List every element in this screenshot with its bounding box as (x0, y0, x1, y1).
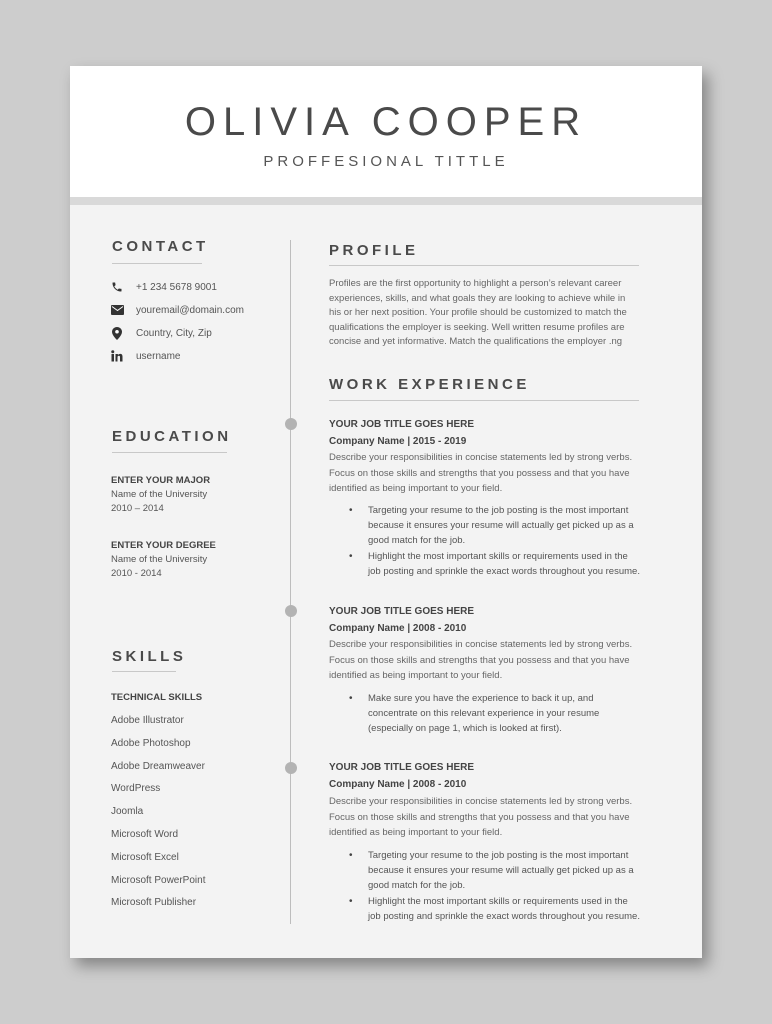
work-rule (329, 400, 639, 401)
job-bullet-line: • Targeting your resume to the job posting is the most important (368, 505, 629, 516)
email-text: youremail@domain.com (136, 304, 244, 316)
education-entry (111, 474, 210, 516)
contact-heading: CONTACT (112, 238, 209, 255)
job-bullet (349, 691, 659, 736)
job-description-line: identified as being important to your field. (329, 670, 503, 681)
job-bullet-line: job posting and sprinkle the exact words throughout you resume. (368, 566, 640, 577)
skill-item: Adobe Illustrator (111, 715, 184, 726)
skill-item: Microsoft Publisher (111, 897, 197, 908)
education-rule (112, 452, 227, 453)
job-title: YOUR JOB TITLE GOES HERE (329, 419, 475, 430)
job-bullet-line: • Highlight the most important skills or requirements used in the (368, 551, 628, 562)
job-description-line: Focus on those skills and strengths that you possess and that you have (329, 467, 630, 479)
job-bullet-line: job posting and sprinkle the exact words throughout you resume. (368, 911, 640, 922)
profile-text (329, 277, 647, 350)
job-bullet (349, 848, 659, 893)
education-major: ENTER YOUR DEGREE (111, 540, 216, 551)
skill-item: Microsoft PowerPoint (111, 875, 206, 886)
professional-title: PROFFESIONAL TITTLE (263, 153, 509, 170)
job-title: YOUR JOB TITLE GOES HERE (329, 762, 475, 773)
profile-line: concise and yet informative. Match the qualifications the employer .ng (329, 336, 623, 347)
profile-rule (329, 265, 639, 266)
envelope-icon (110, 303, 124, 317)
job-company: Company Name | 2008 - 2010 (329, 623, 467, 634)
profile-heading: PROFILE (329, 242, 419, 259)
job-bullet-line: • Make sure you have the experience to back it up, and (368, 693, 594, 704)
job-bullet (349, 894, 659, 924)
linkedin-icon (110, 349, 124, 363)
timeline-dot (285, 418, 297, 430)
resume-header (70, 66, 702, 198)
job-bullet-line: (especially on page 1, which is looked at first). (368, 723, 562, 734)
skill-item: Joomla (111, 806, 144, 817)
job-bullet-line: concentrate on this relevant experience in your resume (368, 708, 600, 719)
profile-line: Profiles are the first opportunity to highlight a person’s relevant career (329, 278, 622, 289)
job-bullets (349, 503, 659, 580)
job-bullet (349, 549, 659, 579)
education-heading: EDUCATION (112, 428, 232, 445)
skill-item: Microsoft Word (111, 829, 179, 840)
job-bullets (349, 691, 659, 737)
education-years: 2010 – 2014 (111, 503, 164, 514)
profile-line: his or her next position. Your profile should be customized to match the (329, 307, 627, 318)
job-bullet-line: • Highlight the most important skills or requirements used in the (368, 896, 628, 907)
education-entry (111, 539, 216, 581)
job-bullet-line: good match for the job. (368, 880, 466, 891)
timeline-dot (285, 605, 297, 617)
profile-line: qualifications the employer is seeking. Well written resume profiles are (329, 321, 625, 333)
job-description-line: identified as being important to your field. (329, 827, 503, 838)
job-description-line: Focus on those skills and strengths that you possess and that you have (329, 654, 630, 666)
skill-item: Microsoft Excel (111, 852, 179, 863)
skills-subheading-text: TECHNICAL SKILLS (111, 692, 203, 703)
phone-text: +1 234 5678 9001 (136, 281, 217, 293)
candidate-name: OLIVIA COOPER (184, 100, 588, 144)
skill-item: WordPress (111, 783, 161, 794)
contact-rule (112, 263, 202, 264)
job-description (329, 637, 659, 684)
job-bullet-line: good match for the job. (368, 535, 466, 546)
job-bullet (349, 503, 659, 548)
education-school: Name of the University (111, 489, 208, 500)
job-bullets (349, 848, 659, 925)
map-pin-icon (110, 326, 124, 340)
contact-linkedin (110, 348, 180, 364)
skills-heading: SKILLS (112, 648, 187, 665)
contact-email (110, 302, 244, 318)
job-company: Company Name | 2008 - 2010 (329, 779, 467, 790)
contact-phone (110, 279, 217, 295)
job-bullet-line: • Targeting your resume to the job posting is the most important (368, 850, 629, 861)
linkedin-text: username (136, 350, 181, 362)
work-heading: WORK EXPERIENCE (329, 376, 530, 393)
job-company: Company Name | 2015 - 2019 (329, 436, 467, 447)
resume-page (70, 66, 702, 958)
timeline-line (290, 240, 291, 924)
job-description-line: Describe your responsibilities in concise statements led by strong verbs. (329, 452, 633, 463)
job-description-line: Describe your responsibilities in concise statements led by strong verbs. (329, 639, 633, 650)
header-band (70, 197, 702, 205)
timeline-dot (285, 762, 297, 774)
skill-item: Adobe Photoshop (111, 738, 191, 749)
location-text: Country, City, Zip (136, 327, 212, 339)
education-major: ENTER YOUR MAJOR (111, 475, 211, 486)
skills-subheading (111, 691, 202, 705)
profile-line: experiences, skills, and what goals they are looking to achieve while in (329, 292, 626, 304)
job-description-line: Focus on those skills and strengths that you possess and that you have (329, 811, 630, 823)
job-bullet-line: because it ensures your resume will actually get picked up as a (368, 865, 634, 876)
contact-location (110, 325, 212, 341)
job-title: YOUR JOB TITLE GOES HERE (329, 606, 475, 617)
education-years: 2010 - 2014 (111, 568, 162, 579)
skill-item: Adobe Dreamweaver (111, 761, 205, 772)
education-school: Name of the University (111, 554, 208, 565)
job-description (329, 794, 659, 841)
job-description-line: identified as being important to your field. (329, 483, 503, 494)
job-description (329, 450, 659, 497)
job-bullet-line: because it ensures your resume will actually get picked up as a (368, 520, 634, 531)
phone-icon (110, 280, 124, 294)
job-description-line: Describe your responsibilities in concise statements led by strong verbs. (329, 796, 633, 807)
skills-rule (112, 671, 176, 672)
